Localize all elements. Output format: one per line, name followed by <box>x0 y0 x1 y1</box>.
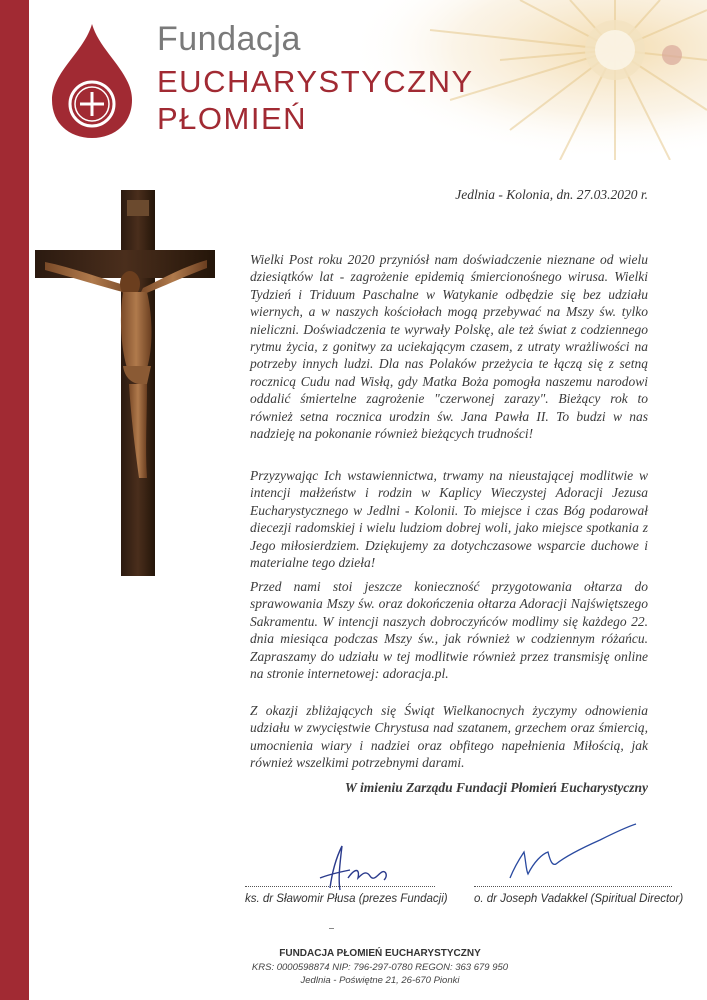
logo-text-plomien: PŁOMIEŃ <box>157 101 308 136</box>
paragraph-1: Wielki Post roku 2020 przyniósł nam doświadczenie nieznane od wielu dziesiątków lat - zagrożenie epidemią śmiercionośnego wirusa. Wielki Tydzień i Triduum Paschalne w Watykanie odbędzie się bez udziału wiernych, a w naszych kościołach mogą przebywać na Mszy św. tylko nieliczni. Doświadczenia te wyrwały Polskę, ale też świat z codziennego rytmu życia, z gonitwy za uciekającym czasem, z utraty wrażliwości na potrzeby innych ludzi. Dla nas Polaków przeżycia te łączą się z setną rocznicą Cudu nad Wisłą, gdy Matka Boża pomogła naszemu narodowi oddalić śmiertelne zagrożenie "czerwonej zarazy". Bieżący rok to również setna rocznica urodzin św. Jana Pawła II. To budzi w nas nadzieję na pokonanie również bieżących trudności! <box>250 252 648 442</box>
paragraph-4: Z okazji zbliżających się Świąt Wielkanocnych życzymy odnowienia udziału w zwycięstwie Chrystusa nad szatanem, grzechem oraz śmiercią, umocnienia wiary i nadziei oraz obfitego napełnienia Miłością, jak również wszelkimi potrzebnymi darami. <box>250 703 648 771</box>
letter-date: Jedlnia - Kolonia, dn. 27.03.2020 r. <box>455 187 648 202</box>
paragraph-3: Przed nami stoi jeszcze konieczność przygotowania ołtarza do sprawowania Mszy św. oraz dokończenia ołtarza Adoracji Najświętszego Sakramentu. W intencji naszych dobroczyńców modlimy się każdego 22. dnia miesiąca podczas Mszy św., jak również w codziennym różańcu. Zapraszamy do udziału w tej modlitwie również przez transmisję online na stronie internetowej: adoracja.pl. <box>250 579 648 682</box>
foundation-logo-icon <box>44 22 140 140</box>
signature-2-line <box>474 886 672 887</box>
signature-1-name: ks. dr Sławomir Płusa (prezes Fundacji) <box>245 893 448 905</box>
crucifix-image <box>35 188 215 578</box>
closing-line: W imieniu Zarządu Fundacji Płomień Eucharystyczny <box>344 780 648 795</box>
signature-2-handwriting <box>490 818 640 888</box>
signature-2-name: o. dr Joseph Vadakkel (Spiritual Director) <box>474 893 684 905</box>
footer-address-line: Jedlnia - Poświętne 21, 26-670 Pionki <box>300 975 460 986</box>
logo-text-eucharystyczny: EUCHARYSTYCZNY <box>157 64 474 99</box>
paragraph-2: Przyzywając Ich wstawiennictwa, trwamy na nieustającej modlitwie w intencji małżeństw i rodzin w Kaplicy Wieczystej Adoracji Jezusa Eucharystycznego w Jedlni - Kolonii. To miejsce i czas Bóg podarował diecezji radomskiej i wielu ludziom dobrej woli, jako miejsce spotkania z Jego miłosierdziem. Dziękujemy za dotychczasowe wsparcie duchowe i materialne tego dzieła! <box>250 468 648 571</box>
signature-1-handwriting <box>300 838 400 898</box>
footer-registry-line: KRS: 0000598874 NIP: 796-297-0780 REGON: 363 679 950 <box>251 962 509 973</box>
footer-title: FUNDACJA PŁOMIEŃ EUCHARYSTYCZNY <box>279 948 481 959</box>
signature-1-line <box>245 886 435 887</box>
left-accent-bar <box>0 0 29 1000</box>
divider-dash <box>329 928 334 929</box>
logo-text-fundacja: Fundacja <box>157 20 301 58</box>
